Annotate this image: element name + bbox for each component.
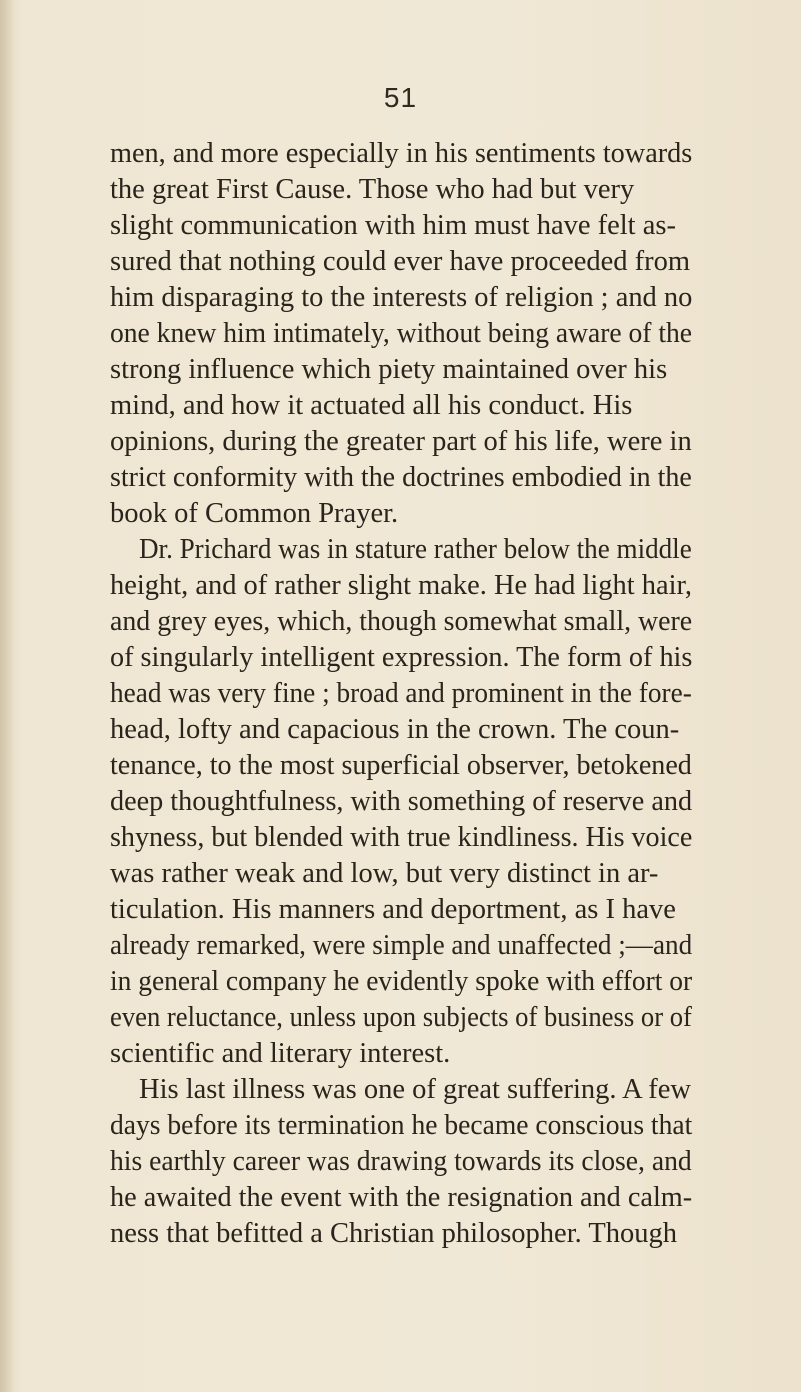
text-line: strict conformity with the doctrines embodied in the — [110, 462, 692, 493]
text-line: his earthly career was drawing towards its close, and — [110, 1146, 692, 1177]
page-number: 51 — [383, 82, 418, 113]
text-line: he awaited the event with the resignation and calm- — [110, 1182, 693, 1213]
text-line: book of Common Prayer. — [110, 498, 399, 529]
text-line: of singularly intelligent expression. The form of his — [110, 642, 693, 673]
text-line: Dr. Prichard was in stature rather below the middle — [139, 534, 692, 565]
text-line: head was very fine ; broad and prominent in the fore- — [110, 678, 692, 709]
text-line: deep thoughtfulness, with something of reserve and — [110, 786, 693, 817]
text-line: tenance, to the most superficial observer, betokened — [110, 750, 692, 781]
text-line: in general company he evidently spoke with effort or — [110, 966, 693, 997]
text-line: slight communication with him must have felt as- — [110, 210, 676, 241]
text-line: scientific and literary interest. — [110, 1038, 451, 1069]
text-line: shyness, but blended with true kindliness. His voice — [110, 822, 693, 853]
text-line: the great First Cause. Those who had but very — [110, 174, 635, 205]
text-line: was rather weak and low, but very distinct in ar- — [110, 858, 659, 889]
text-line: and grey eyes, which, though somewhat small, were — [110, 606, 693, 637]
text-line: him disparaging to the interests of religion ; and no — [110, 282, 693, 313]
text-line: ness that befitted a Christian philosopher. Though — [110, 1218, 678, 1249]
text-line: sured that nothing could ever have proceeded from — [110, 246, 691, 277]
text-line: men, and more especially in his sentiments towards — [110, 138, 693, 169]
text-line: strong influence which piety maintained over his — [110, 354, 668, 385]
text-line: His last illness was one of great suffering. A few — [139, 1074, 691, 1105]
text-line: ticulation. His manners and deportment, as I have — [110, 894, 676, 925]
text-line: height, and of rather slight make. He had light hair, — [110, 570, 692, 601]
text-line: head, lofty and capacious in the crown. The coun- — [110, 714, 680, 745]
text-line: mind, and how it actuated all his conduct. His — [110, 390, 633, 421]
text-line: even reluctance, unless upon subjects of business or of — [110, 1002, 692, 1033]
text-line: already remarked, were simple and unaffected ;—and — [110, 930, 693, 961]
text-line: days before its termination he became conscious that — [110, 1110, 693, 1141]
binding-edge — [0, 0, 14, 1392]
text-line: opinions, during the greater part of his life, were in — [110, 426, 692, 457]
text-line: one knew him intimately, without being aware of the — [110, 318, 693, 349]
